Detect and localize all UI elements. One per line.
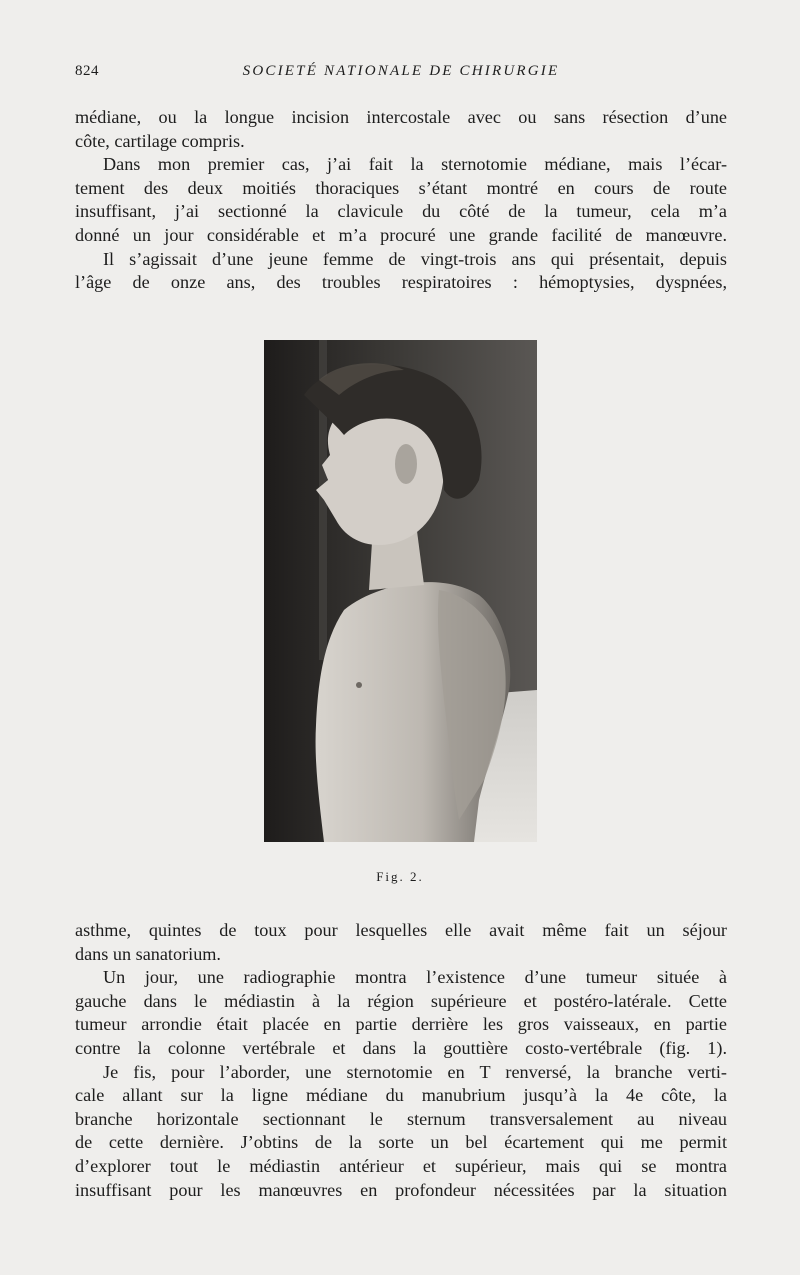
text-line: branche horizontale sectionnant le sternum transversalement au niveau: [75, 1108, 727, 1129]
text-line: insuffisant pour les manœuvres en profondeur nécessitées par la situation: [75, 1179, 727, 1200]
photo-profile-boy: [264, 340, 537, 842]
text-line: l’âge de onze ans, des troubles respiratoires : hémoptysies, dyspnées,: [75, 272, 727, 293]
text-line: de cette dernière. J’obtins de la sorte un bel écartement qui me permit: [75, 1132, 727, 1153]
text-line: contre la colonne vertébrale et dans la gouttière costo-vertébrale (fig. 1).: [75, 1037, 727, 1058]
text-line: Un jour, une radiographie montra l’existence d’une tumeur située à: [103, 967, 727, 988]
text-line: côte, cartilage compris.: [75, 130, 245, 151]
text-line: tement des deux moitiés thoraciques s’étant montré en cours de route: [75, 177, 727, 198]
text-line: donné un jour considérable et m’a procuré une grande facilité de manœuvre.: [75, 224, 727, 245]
text-line: insuffisant, j’ai sectionné la clavicule du côté de la tumeur, cela m’a: [75, 201, 727, 222]
figure-caption: Fig. 2.: [376, 869, 424, 884]
page-header: [75, 63, 727, 85]
text-line: Dans mon premier cas, j’ai fait la sternotomie médiane, mais l’écar-: [103, 154, 727, 175]
text-block-bottom: [75, 919, 727, 1202]
running-title: SOCIETÉ NATIONALE DE CHIRURGIE: [242, 63, 560, 79]
text-line: gauche dans le médiastin à la région supérieure et postéro-latérale. Cette: [75, 990, 727, 1011]
figure-photograph: [264, 340, 537, 842]
text-line: médiane, ou la longue incision intercostale avec ou sans résection d’une: [75, 107, 727, 127]
text-line: cale allant sur la ligne médiane du manubrium jusqu’à la 4e côte, la: [75, 1085, 727, 1106]
text-line: asthme, quintes de toux pour lesquelles elle avait même fait un séjour: [75, 920, 727, 940]
text-line: dans un sanatorium.: [75, 943, 221, 964]
page-number: 824: [75, 63, 99, 79]
text-line: d’explorer tout le médiastin antérieur et supérieur, mais qui se montra: [75, 1155, 727, 1176]
text-line: Il s’agissait d’une jeune femme de vingt-trois ans qui présentait, depuis: [103, 248, 727, 269]
text-line: Je fis, pour l’aborder, une sternotomie en T renversé, la branche verti-: [103, 1061, 727, 1082]
text-block-top: [75, 106, 727, 295]
text-line: tumeur arrondie était placée en partie derrière les gros vaisseaux, en partie: [75, 1014, 727, 1035]
